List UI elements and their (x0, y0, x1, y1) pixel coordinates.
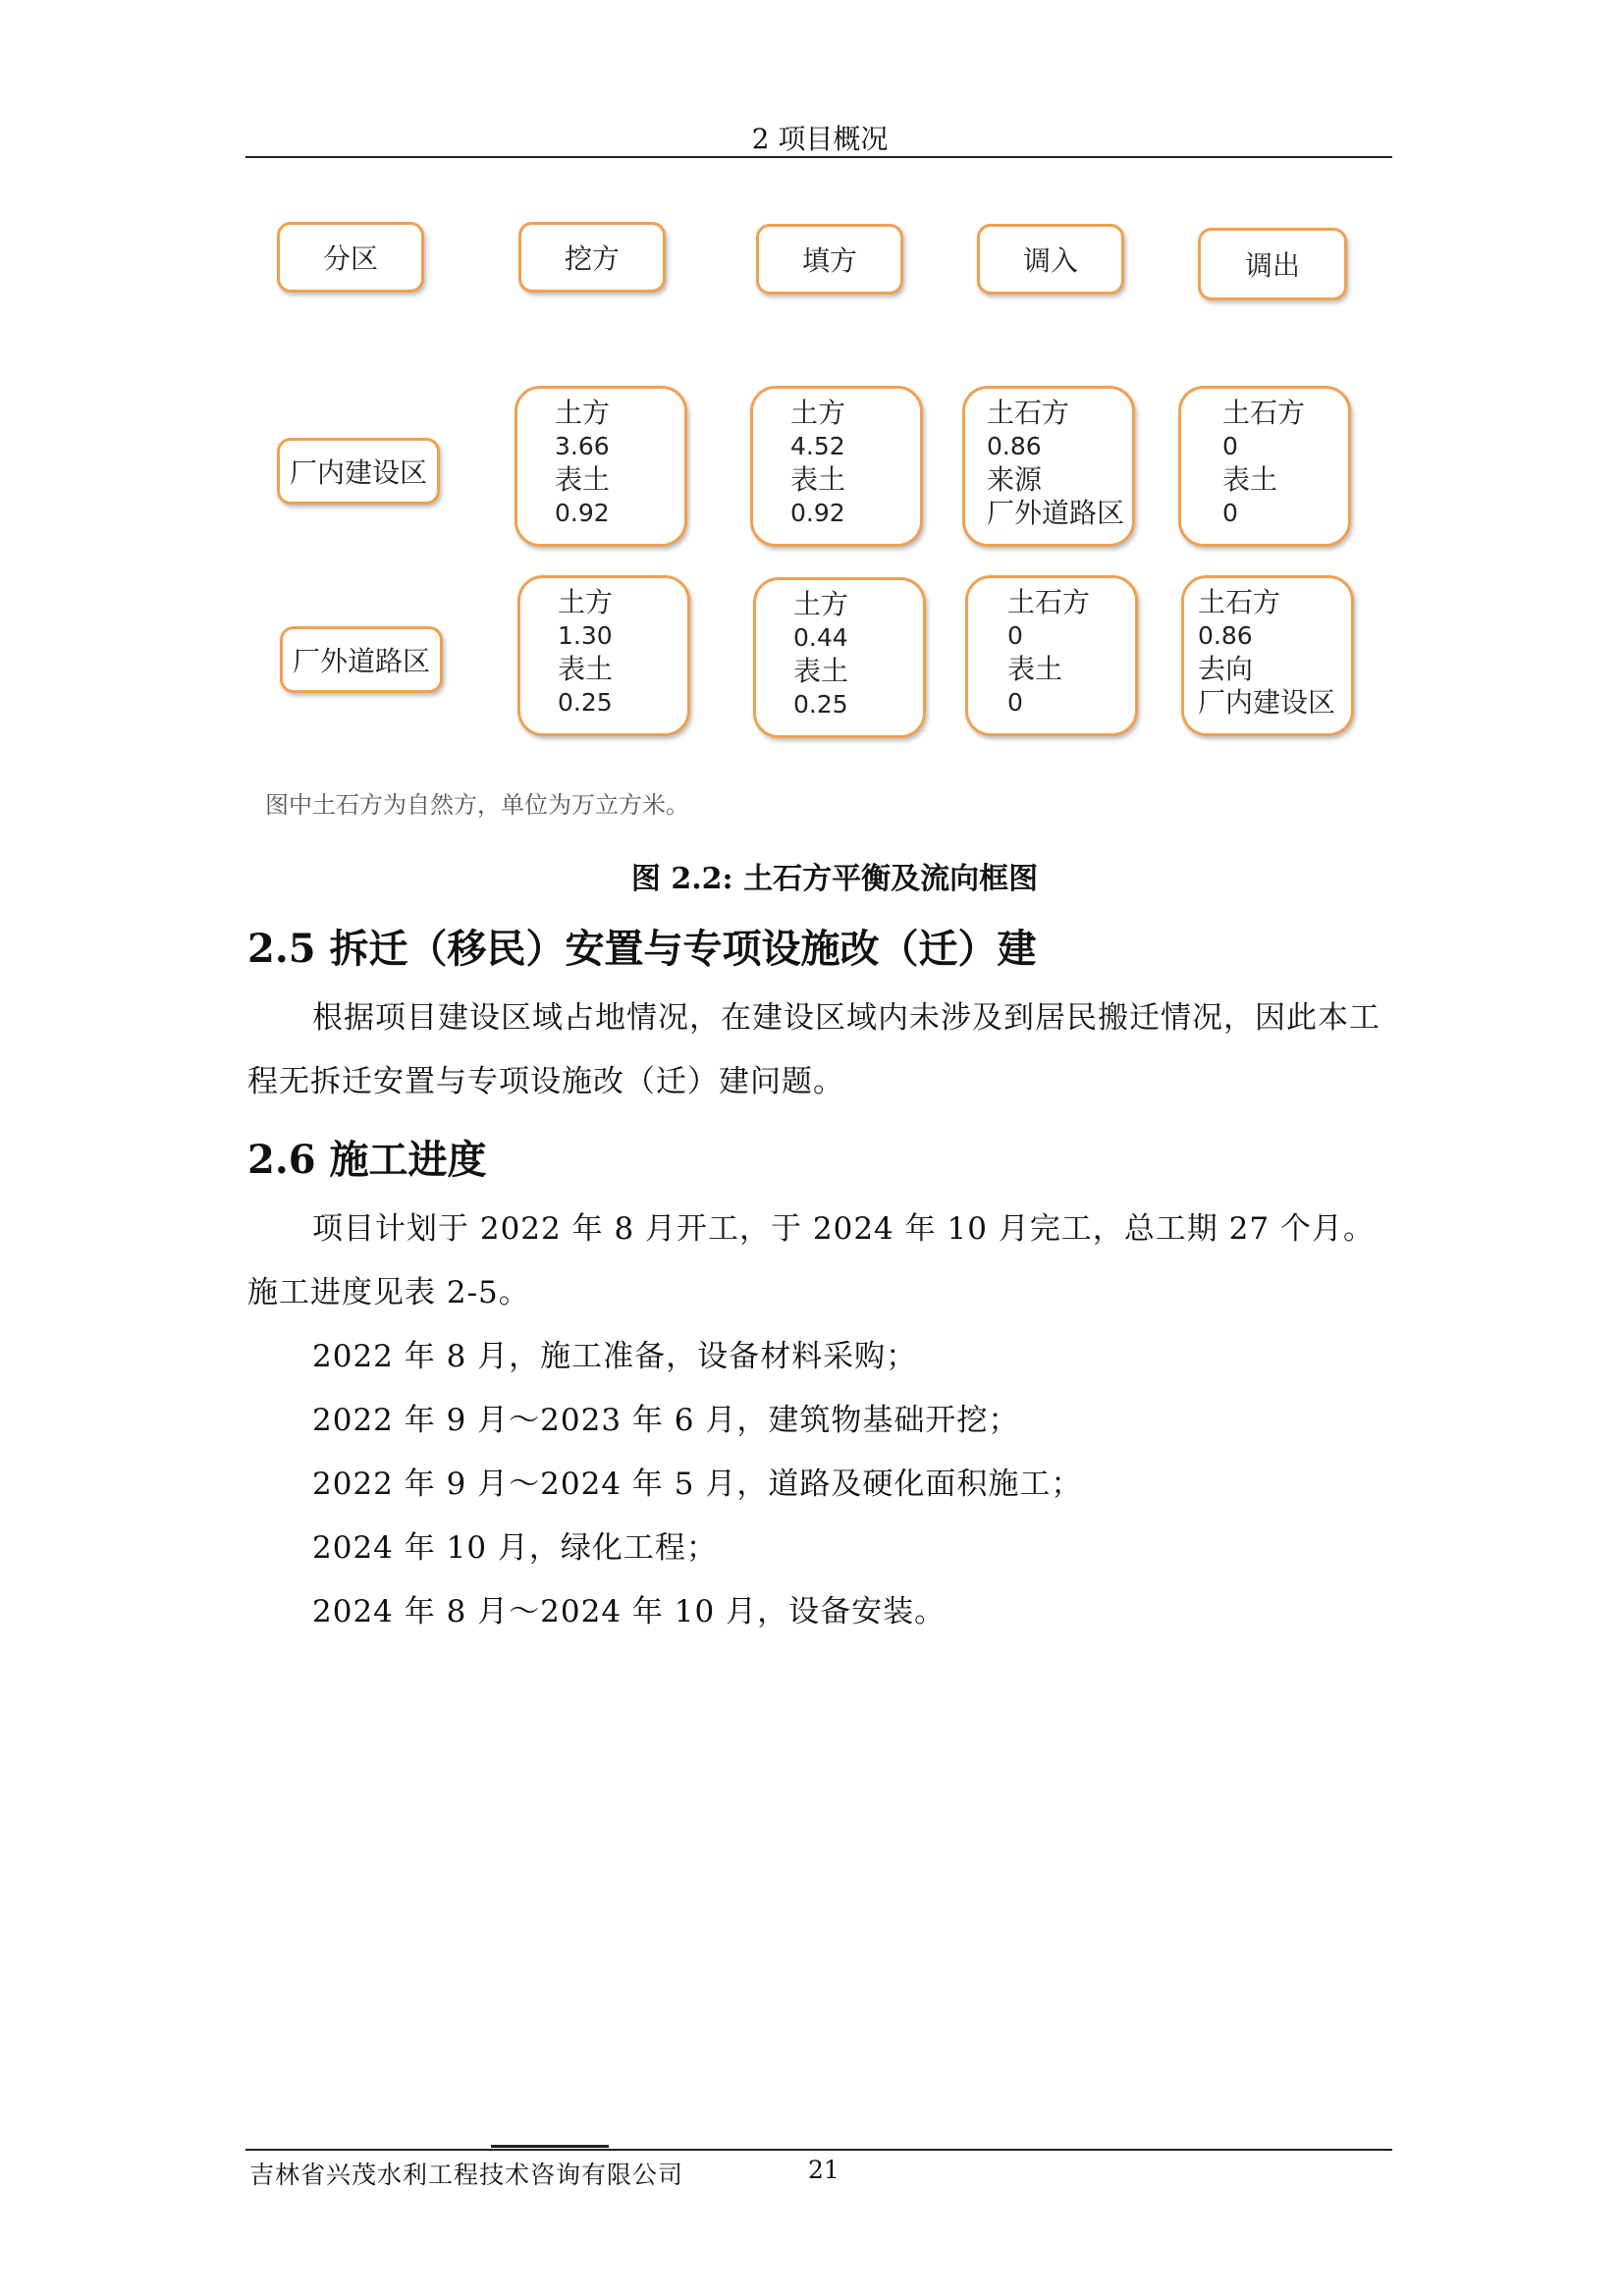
section-2-6-paragraph: 项目计划于 2022 年 8 月开工，于 2024 年 10 月完工，总工期 27 个月。施工进度见表 2-5。 (247, 1211, 1375, 1310)
section-heading-2-6: 2.6 施工进度 (247, 1137, 487, 1183)
footer-company-name: 吉林省兴茂水利工程技术咨询有限公司 (249, 2161, 684, 2189)
excavation-cell: 土方 3.66 表土 0.92 (514, 386, 687, 547)
schedule-item: 2022 年 9 月～2023 年 6 月，建筑物基础开挖； (312, 1403, 1020, 1438)
page-number: 21 (808, 2156, 839, 2184)
column-header-excavation: 挖方 (518, 222, 666, 293)
header-rule (245, 156, 1392, 158)
column-header-transfer-in: 调入 (977, 224, 1124, 294)
footer-rule (245, 2149, 1392, 2151)
column-header-fill: 填方 (756, 224, 903, 294)
transfer-out-cell: 土石方 0.86 去向 厂内建设区 (1181, 575, 1354, 736)
column-header-transfer-out: 调出 (1198, 228, 1347, 300)
section-heading-2-5: 2.5 拆迁（移民）安置与专项设施改（迁）建 (247, 926, 1037, 972)
transfer-out-cell: 土石方 0 表土 0 (1178, 386, 1351, 547)
fill-cell: 土方 0.44 表土 0.25 (753, 577, 926, 738)
figure-caption: 图 2.2: 土石方平衡及流向框图 (630, 862, 1039, 896)
schedule-item: 2022 年 9 月～2024 年 5 月，道路及硬化面积施工； (312, 1467, 1083, 1502)
section-2-5-paragraph: 根据项目建设区域占地情况，在建设区域内未涉及到居民搬迁情况，因此本工程无拆迁安置与专项设施改（迁）建问题。 (247, 1000, 1380, 1099)
schedule-item: 2024 年 10 月，绿化工程； (312, 1530, 718, 1566)
fill-cell: 土方 4.52 表土 0.92 (750, 386, 923, 547)
region-box: 厂内建设区 (277, 438, 440, 505)
schedule-item: 2024 年 8 月～2024 年 10 月，设备安装。 (312, 1594, 947, 1629)
page-header-title: 2 项目概况 (751, 123, 889, 155)
transfer-in-cell: 土石方 0 表土 0 (965, 575, 1138, 736)
footer-accent-rule (491, 2145, 609, 2148)
column-header-zone: 分区 (277, 222, 424, 293)
region-box: 厂外道路区 (280, 626, 443, 693)
figure-note: 图中土石方为自然方，单位为万立方米。 (265, 791, 689, 819)
excavation-cell: 土方 1.30 表土 0.25 (517, 575, 690, 736)
transfer-in-cell: 土石方 0.86 来源 厂外道路区 (962, 386, 1135, 547)
schedule-item: 2022 年 8 月，施工准备，设备材料采购； (312, 1339, 918, 1374)
